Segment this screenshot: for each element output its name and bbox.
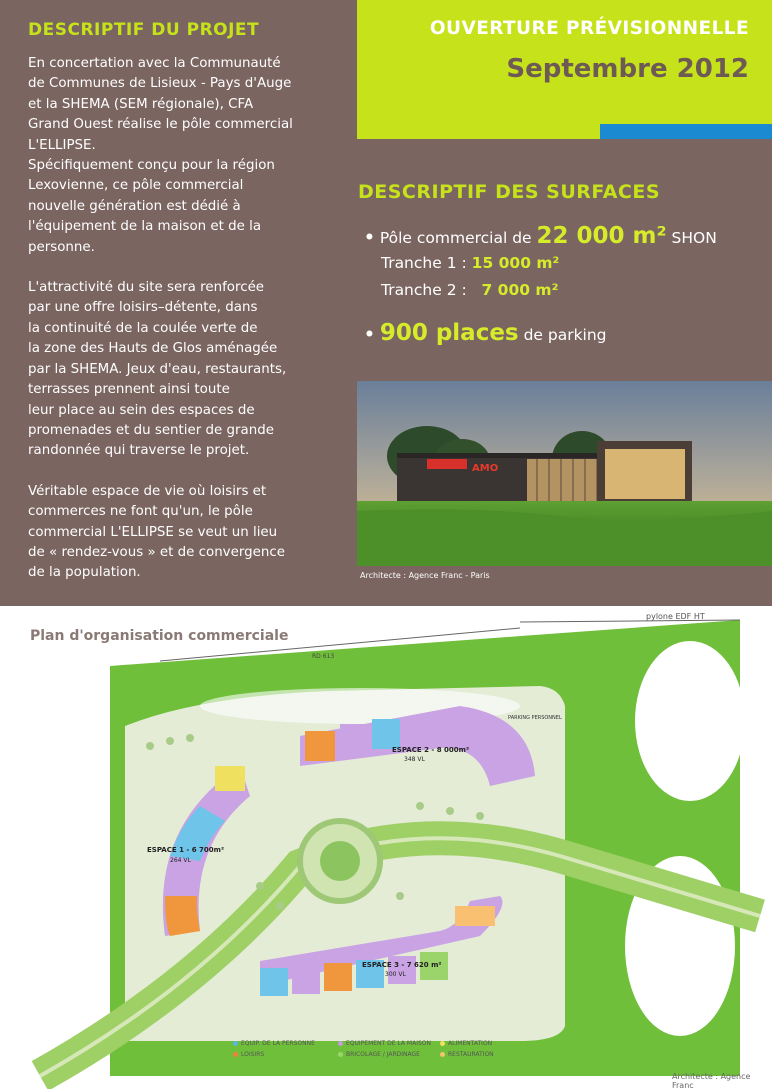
text-line: de la population. <box>28 565 141 581</box>
text-line: Lexovienne, ce pôle commercial <box>28 178 244 194</box>
text-line: En concertation avec la Communauté <box>28 56 281 71</box>
parking-value: 900 places <box>379 320 519 346</box>
text-line: par la SHEMA. Jeux d'eau, restaurants, <box>28 361 287 377</box>
legend-dot-icon <box>233 1052 238 1057</box>
text-line: nouvelle génération est dédié à <box>28 198 241 214</box>
text-line: Véritable espace de vie où loisirs et <box>28 483 267 499</box>
photo-caption: Architecte : Agence Franc - Paris <box>360 571 490 580</box>
legend-dot-icon <box>233 1041 238 1046</box>
pole-commercial-line <box>364 223 717 249</box>
text-line: L'attractivité du site sera renforcée <box>28 280 265 296</box>
legend-item <box>233 1051 264 1058</box>
legend-dot-icon <box>440 1041 445 1046</box>
legend-label: EQUIPEMENT DE LA MAISON <box>346 1040 431 1047</box>
espace-1-label: ESPACE 1 - 6 700m² <box>147 846 225 854</box>
tranche-1-line <box>381 254 559 272</box>
paragraph-1 <box>28 54 316 156</box>
pole-value: 22 000 m² <box>536 223 667 249</box>
descriptif-projet-title: DESCRIPTIF DU PROJET <box>28 20 260 40</box>
legend-dot-icon <box>440 1052 445 1057</box>
tranche-2-label: Tranche 2 : <box>381 281 467 299</box>
legend-dot-icon <box>338 1052 343 1057</box>
legend-label: BRICOLAGE / JARDINAGE <box>346 1051 420 1058</box>
legend-label: ALIMENTATION <box>448 1040 493 1047</box>
espace-3-label: ESPACE 3 - 7 620 m² <box>362 961 442 969</box>
legend-item <box>338 1051 420 1058</box>
legend-item <box>233 1040 315 1047</box>
legend-item <box>338 1040 431 1047</box>
road-label: RD 613 <box>312 653 335 660</box>
text-line: de « rendez-vous » et de convergence <box>28 544 285 560</box>
surfaces-title: DESCRIPTIF DES SURFACES <box>358 181 661 203</box>
espace-3-vl: 300 VL <box>385 971 406 978</box>
paragraph-3 <box>28 278 316 462</box>
plan-credit: Architecte : Agence Franc <box>672 1072 751 1089</box>
site-plan <box>0 606 772 1089</box>
text-line: leur place au sein des espaces de <box>28 402 255 418</box>
legend-label: LOISIRS <box>241 1051 265 1058</box>
text-line: et la SHEMA (SEM régionale), CFA <box>28 96 254 112</box>
parking-suffix: de parking <box>523 326 607 344</box>
text-line: terrasses prennent ainsi toute <box>28 382 230 398</box>
text-line: de Communes de Lisieux - Pays d'Auge <box>28 76 292 92</box>
pole-suffix: SHON <box>671 229 717 247</box>
parking-line <box>364 320 607 346</box>
pylone-label: pylone EDF HT <box>646 612 705 621</box>
text-line: randonnée qui traverse le projet. <box>28 443 250 459</box>
bullet-icon: • <box>364 228 375 248</box>
tranche-1-value: 15 000 m² <box>471 254 560 272</box>
text-line: commercial L'ELLIPSE se veut un lieu <box>28 524 278 540</box>
ouverture-title: OUVERTURE PRÉVISIONNELLE <box>429 18 749 39</box>
text-line: Grand Ouest réalise le pôle commercial <box>28 117 293 133</box>
legend-label: EQUIP. DE LA PERSONNE <box>241 1040 315 1047</box>
text-line: promenades et du sentier de grande <box>28 422 274 438</box>
paragraph-4 <box>28 482 316 584</box>
site-plan-illustration <box>0 606 772 1089</box>
text-line: par une offre loisirs–détente, dans <box>28 300 258 316</box>
accent-bar <box>600 124 772 139</box>
text-line: commerces ne font qu'un, le pôle <box>28 504 253 520</box>
paragraph-2 <box>28 156 316 258</box>
legend-label: RESTAURATION <box>448 1051 494 1058</box>
espace-1-vl: 264 VL <box>170 857 191 864</box>
espace-2-vl: 348 VL <box>404 756 425 763</box>
legend-item <box>440 1051 494 1058</box>
bullet-icon: • <box>364 325 375 345</box>
ouverture-date: Septembre 2012 <box>506 54 749 84</box>
text-line: la zone des Hauts de Glos aménagée <box>28 341 278 357</box>
text-line: l'équipement de la maison et de la <box>28 219 262 235</box>
store-sign: AMO <box>472 463 499 474</box>
pole-prefix: Pôle commercial de <box>379 229 532 247</box>
text-line: la continuité de la coulée verte de <box>28 320 258 336</box>
espace-2-label: ESPACE 2 - 8 000m² <box>392 746 470 754</box>
building-photo-illustration <box>357 381 772 566</box>
text-line: Spécifiquement conçu pour la région <box>28 158 275 174</box>
plan-title: Plan d'organisation commerciale <box>30 628 289 644</box>
tranche-2-value: 7 000 m² <box>481 281 559 299</box>
parking-personnel-label: PARKING PERSONNEL <box>508 715 562 721</box>
tranche-1-label: Tranche 1 : <box>381 254 467 272</box>
text-line: L'ELLIPSE. <box>28 137 96 153</box>
legend-item <box>440 1040 492 1047</box>
descriptif-projet-column <box>28 20 316 584</box>
building-photo <box>357 381 772 566</box>
tranche-2-line <box>381 281 558 299</box>
legend-dot-icon <box>338 1041 343 1046</box>
text-line: personne. <box>28 239 95 255</box>
